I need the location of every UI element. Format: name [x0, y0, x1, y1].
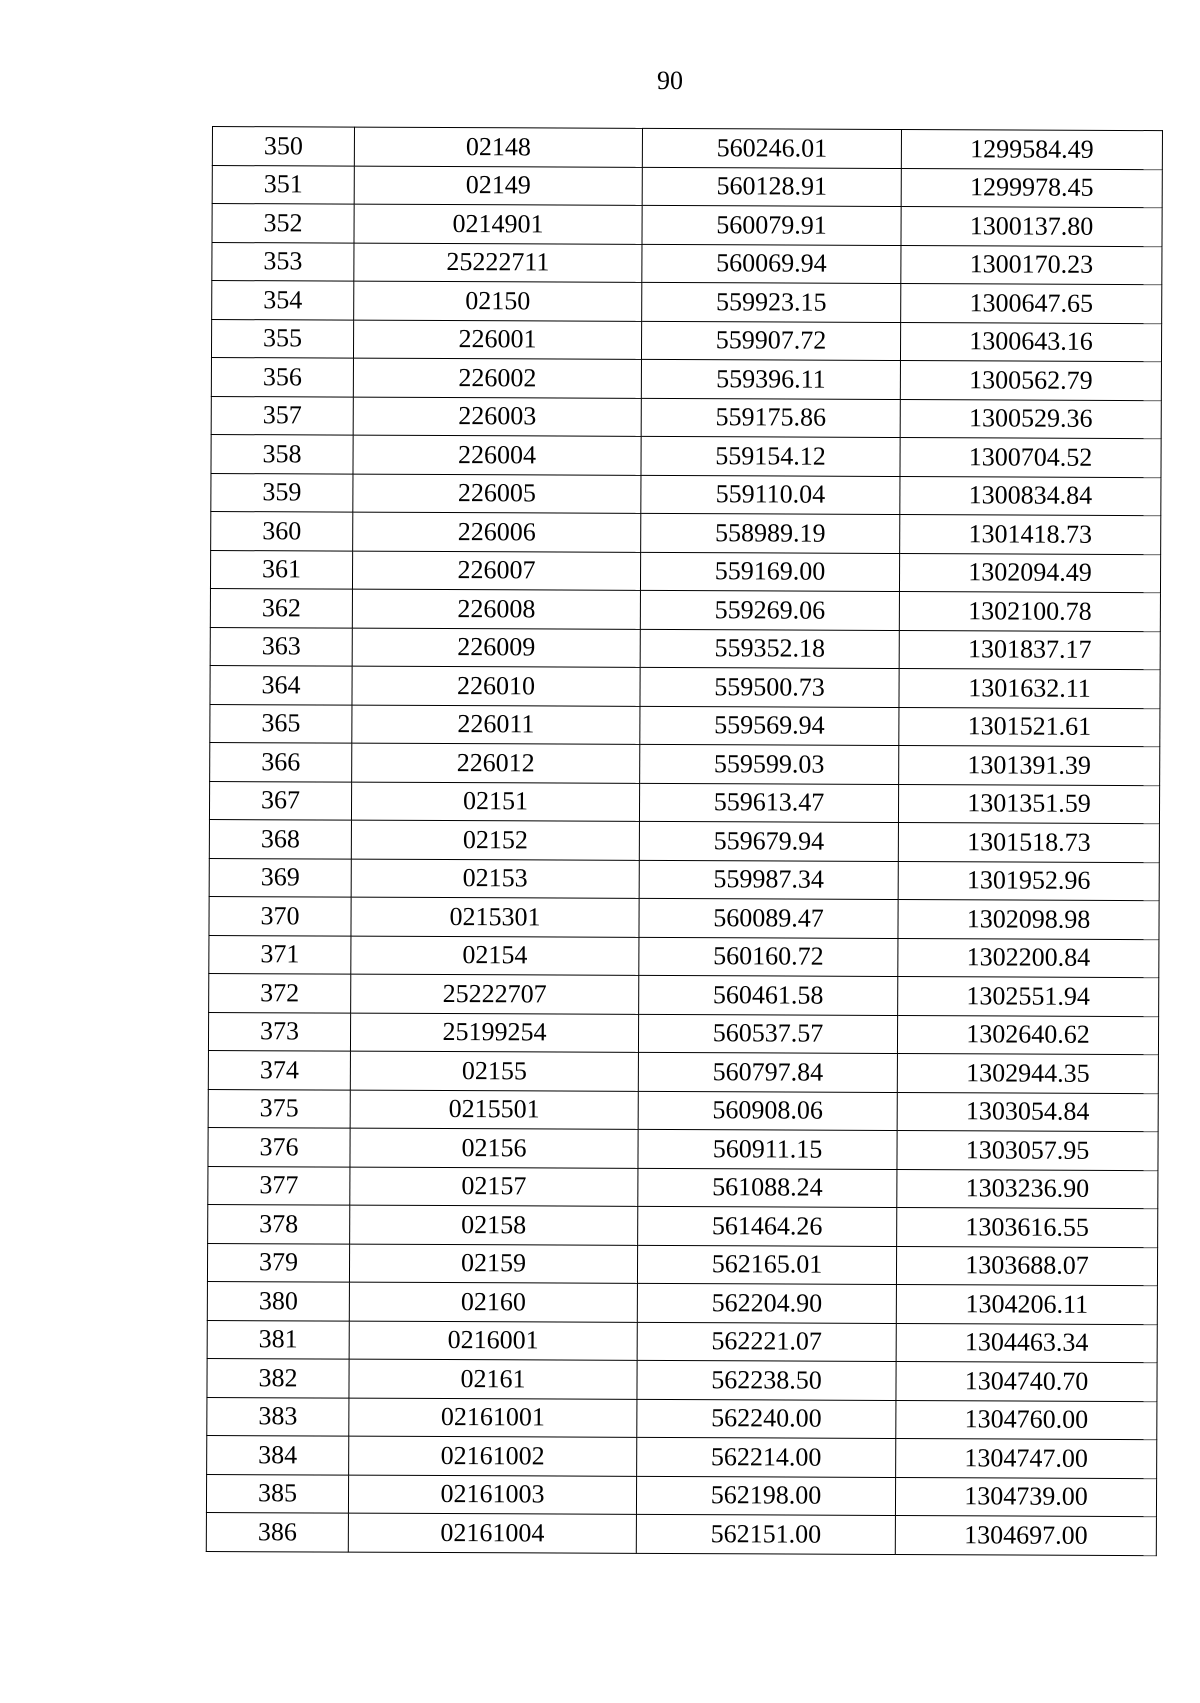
point-number-cell: 381	[207, 1320, 349, 1359]
point-number-cell: 378	[208, 1204, 350, 1243]
point-code-cell: 02160	[349, 1282, 637, 1322]
point-code-cell: 02150	[354, 281, 642, 321]
point-number-cell: 359	[211, 473, 353, 512]
point-code-cell: 226001	[353, 320, 641, 360]
y-coordinate-cell: 1300529.36	[900, 399, 1161, 439]
point-number-cell: 361	[210, 550, 352, 589]
point-number-cell: 379	[207, 1243, 349, 1282]
table-row	[212, 204, 1162, 247]
point-code-cell: 02149	[354, 166, 642, 206]
table-row	[210, 742, 1160, 785]
point-code-cell: 02152	[351, 820, 639, 860]
table-row	[210, 550, 1160, 593]
table-row	[210, 627, 1160, 670]
point-code-cell: 02157	[350, 1167, 638, 1207]
point-code-cell: 02151	[351, 782, 639, 822]
point-code-cell: 02161	[349, 1359, 637, 1399]
x-coordinate-cell: 559352.18	[640, 629, 899, 669]
point-number-cell: 362	[210, 588, 352, 627]
x-coordinate-cell: 559987.34	[639, 860, 898, 900]
x-coordinate-cell: 562165.01	[637, 1245, 896, 1285]
point-code-cell: 226008	[352, 589, 640, 629]
table-row	[208, 1012, 1158, 1055]
y-coordinate-cell: 1303688.07	[896, 1246, 1157, 1286]
x-coordinate-cell: 559110.04	[641, 475, 900, 515]
point-number-cell: 373	[208, 1012, 350, 1051]
point-number-cell: 357	[211, 396, 353, 435]
point-code-cell: 25222707	[351, 974, 639, 1014]
table-row	[209, 973, 1159, 1016]
point-code-cell: 226011	[352, 705, 640, 745]
y-coordinate-cell: 1304740.70	[896, 1361, 1157, 1401]
point-code-cell: 226006	[353, 512, 641, 552]
x-coordinate-cell: 560160.72	[639, 937, 898, 977]
x-coordinate-cell: 559569.94	[640, 706, 899, 746]
point-number-cell: 380	[207, 1281, 349, 1320]
x-coordinate-cell: 560797.84	[638, 1052, 897, 1092]
table-row	[212, 281, 1162, 324]
y-coordinate-cell: 1300137.80	[901, 207, 1162, 247]
x-coordinate-cell: 562238.50	[637, 1360, 896, 1400]
point-code-cell: 02156	[350, 1128, 638, 1168]
y-coordinate-cell: 1304747.00	[896, 1438, 1157, 1478]
table-row	[208, 1204, 1158, 1247]
table-row	[206, 1474, 1156, 1517]
y-coordinate-cell: 1302100.78	[899, 592, 1160, 632]
y-coordinate-cell: 1301521.61	[899, 707, 1160, 747]
table-row	[208, 1050, 1158, 1093]
point-number-cell: 376	[208, 1127, 350, 1166]
point-code-cell: 02161001	[349, 1398, 637, 1438]
y-coordinate-cell: 1300562.79	[900, 361, 1161, 401]
point-number-cell: 363	[210, 627, 352, 666]
table-row	[212, 242, 1162, 285]
y-coordinate-cell: 1304206.11	[896, 1284, 1157, 1324]
point-number-cell: 366	[210, 742, 352, 781]
table-row	[211, 319, 1161, 362]
y-coordinate-cell: 1301391.39	[899, 746, 1160, 786]
point-number-cell: 372	[209, 973, 351, 1012]
point-code-cell: 02154	[351, 936, 639, 976]
table-row	[207, 1435, 1157, 1478]
y-coordinate-cell: 1302200.84	[898, 938, 1159, 978]
y-coordinate-cell: 1304697.00	[895, 1515, 1156, 1555]
point-number-cell: 355	[211, 319, 353, 358]
x-coordinate-cell: 559679.94	[639, 821, 898, 861]
x-coordinate-cell: 561088.24	[638, 1168, 897, 1208]
point-code-cell: 226002	[353, 358, 641, 398]
point-number-cell: 386	[206, 1512, 348, 1551]
x-coordinate-cell: 562240.00	[637, 1399, 896, 1439]
y-coordinate-cell: 1301418.73	[900, 515, 1161, 555]
table-row	[209, 935, 1159, 978]
point-code-cell: 0214901	[354, 204, 642, 244]
table-row	[208, 1127, 1158, 1170]
point-code-cell: 02159	[349, 1244, 637, 1284]
x-coordinate-cell: 560537.57	[638, 1014, 897, 1054]
x-coordinate-cell: 560069.94	[642, 244, 901, 284]
point-code-cell: 226007	[352, 551, 640, 591]
point-number-cell: 382	[207, 1358, 349, 1397]
point-code-cell: 02148	[354, 127, 642, 167]
point-number-cell: 377	[208, 1166, 350, 1205]
point-code-cell: 25199254	[350, 1013, 638, 1053]
point-number-cell: 369	[209, 858, 351, 897]
y-coordinate-cell: 1303236.90	[897, 1169, 1158, 1209]
table-row	[210, 704, 1160, 747]
point-code-cell: 226004	[353, 435, 641, 475]
x-coordinate-cell: 559613.47	[639, 783, 898, 823]
point-number-cell: 370	[209, 896, 351, 935]
table-row	[208, 1166, 1158, 1209]
x-coordinate-cell: 561464.26	[638, 1206, 897, 1246]
table-row	[209, 819, 1159, 862]
coordinates-table	[206, 126, 1163, 1556]
table-row	[212, 127, 1162, 170]
x-coordinate-cell: 560461.58	[639, 975, 898, 1015]
point-code-cell: 0215301	[351, 897, 639, 937]
y-coordinate-cell: 1304739.00	[895, 1477, 1156, 1517]
x-coordinate-cell: 559175.86	[641, 398, 900, 438]
point-code-cell: 0216001	[349, 1321, 637, 1361]
point-code-cell: 02155	[350, 1051, 638, 1091]
point-code-cell: 0215501	[350, 1090, 638, 1130]
point-number-cell: 365	[210, 704, 352, 743]
x-coordinate-cell: 558989.19	[641, 513, 900, 553]
y-coordinate-cell: 1300170.23	[901, 245, 1162, 285]
table-row	[210, 588, 1160, 631]
point-number-cell: 385	[206, 1474, 348, 1513]
y-coordinate-cell: 1302640.62	[897, 1015, 1158, 1055]
y-coordinate-cell: 1301632.11	[899, 669, 1160, 709]
x-coordinate-cell: 560089.47	[639, 898, 898, 938]
table-row	[207, 1358, 1157, 1401]
table-row	[208, 1089, 1158, 1132]
y-coordinate-cell: 1300704.52	[900, 438, 1161, 478]
x-coordinate-cell: 562204.90	[637, 1283, 896, 1323]
point-number-cell: 367	[209, 781, 351, 820]
point-code-cell: 02158	[350, 1205, 638, 1245]
table-row	[209, 858, 1159, 901]
x-coordinate-cell: 559907.72	[641, 321, 900, 361]
x-coordinate-cell: 562198.00	[636, 1476, 895, 1516]
x-coordinate-cell: 559154.12	[641, 436, 900, 476]
y-coordinate-cell: 1301837.17	[899, 630, 1160, 670]
table-row	[211, 396, 1161, 439]
y-coordinate-cell: 1300643.16	[900, 322, 1161, 362]
y-coordinate-cell: 1299978.45	[901, 168, 1162, 208]
y-coordinate-cell: 1301952.96	[898, 861, 1159, 901]
table-row	[207, 1243, 1157, 1286]
x-coordinate-cell: 562214.00	[637, 1437, 896, 1477]
x-coordinate-cell: 560246.01	[642, 128, 901, 168]
x-coordinate-cell: 560128.91	[642, 167, 901, 207]
x-coordinate-cell: 559599.03	[640, 744, 899, 784]
point-number-cell: 383	[207, 1397, 349, 1436]
table-row	[211, 473, 1161, 516]
point-number-cell: 351	[212, 165, 354, 204]
y-coordinate-cell: 1302551.94	[898, 977, 1159, 1017]
point-number-cell: 353	[212, 242, 354, 281]
point-code-cell: 02161004	[348, 1513, 636, 1553]
point-number-cell: 384	[207, 1435, 349, 1474]
y-coordinate-cell: 1300647.65	[901, 284, 1162, 324]
x-coordinate-cell: 560911.15	[638, 1129, 897, 1169]
y-coordinate-cell: 1302944.35	[897, 1053, 1158, 1093]
x-coordinate-cell: 560079.91	[642, 205, 901, 245]
table-row	[211, 357, 1161, 400]
point-code-cell: 02161002	[349, 1436, 637, 1476]
y-coordinate-cell: 1303057.95	[897, 1130, 1158, 1170]
page-number: 90	[657, 66, 683, 95]
table-row	[211, 511, 1161, 554]
y-coordinate-cell: 1302098.98	[898, 900, 1159, 940]
y-coordinate-cell: 1304463.34	[896, 1323, 1157, 1363]
point-code-cell: 02161003	[348, 1475, 636, 1515]
point-code-cell: 25222711	[354, 243, 642, 283]
x-coordinate-cell: 562151.00	[636, 1514, 895, 1554]
table-row	[212, 165, 1162, 208]
table-row	[209, 896, 1159, 939]
x-coordinate-cell: 559923.15	[642, 282, 901, 322]
y-coordinate-cell: 1299584.49	[901, 130, 1162, 170]
x-coordinate-cell: 560908.06	[638, 1091, 897, 1131]
point-code-cell: 226010	[352, 666, 640, 706]
x-coordinate-cell: 559500.73	[640, 667, 899, 707]
point-number-cell: 350	[212, 127, 354, 166]
point-number-cell: 354	[212, 281, 354, 320]
point-number-cell: 375	[208, 1089, 350, 1128]
table-row	[210, 665, 1160, 708]
table-row	[207, 1281, 1157, 1324]
x-coordinate-cell: 559396.11	[641, 359, 900, 399]
y-coordinate-cell: 1300834.84	[900, 476, 1161, 516]
table-row	[207, 1320, 1157, 1363]
point-number-cell: 368	[209, 819, 351, 858]
point-number-cell: 364	[210, 665, 352, 704]
y-coordinate-cell: 1304760.00	[896, 1400, 1157, 1440]
table-body	[206, 127, 1162, 1556]
point-code-cell: 226003	[353, 397, 641, 437]
x-coordinate-cell: 562221.07	[637, 1322, 896, 1362]
y-coordinate-cell: 1303054.84	[897, 1092, 1158, 1132]
point-number-cell: 352	[212, 204, 354, 243]
table-row	[206, 1512, 1156, 1555]
y-coordinate-cell: 1301351.59	[898, 784, 1159, 824]
y-coordinate-cell: 1301518.73	[898, 823, 1159, 863]
point-number-cell: 358	[211, 434, 353, 473]
table-row	[211, 434, 1161, 477]
point-code-cell: 226005	[353, 474, 641, 514]
y-coordinate-cell: 1303616.55	[897, 1207, 1158, 1247]
table-row	[207, 1397, 1157, 1440]
x-coordinate-cell: 559169.00	[640, 552, 899, 592]
table-row	[209, 781, 1159, 824]
point-code-cell: 226012	[352, 743, 640, 783]
y-coordinate-cell: 1302094.49	[899, 553, 1160, 593]
point-number-cell: 374	[208, 1050, 350, 1089]
x-coordinate-cell: 559269.06	[640, 590, 899, 630]
point-number-cell: 371	[209, 935, 351, 974]
point-number-cell: 356	[211, 357, 353, 396]
point-code-cell: 02153	[351, 859, 639, 899]
point-code-cell: 226009	[352, 628, 640, 668]
point-number-cell: 360	[211, 511, 353, 550]
